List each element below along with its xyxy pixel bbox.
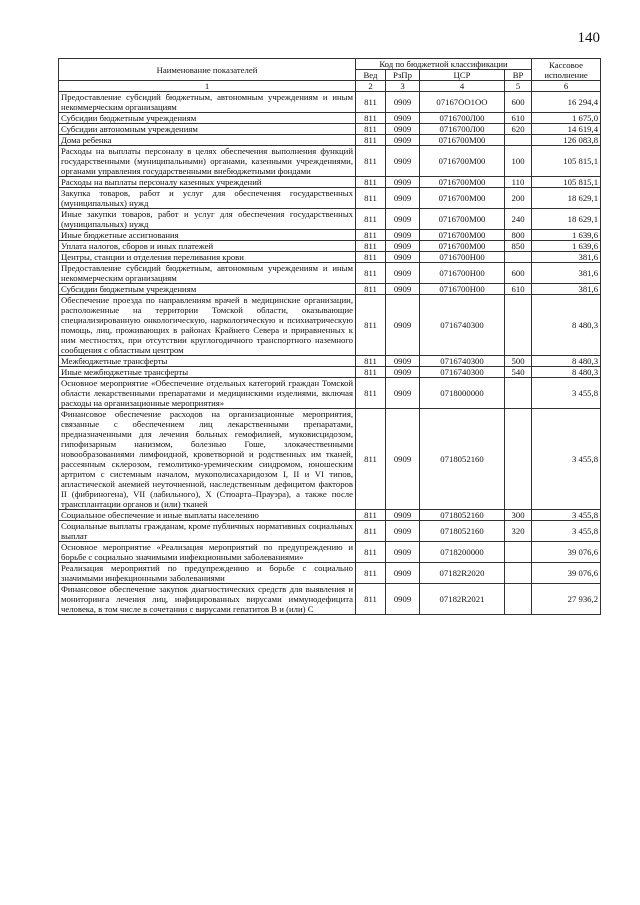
row-csr: 0716740300: [420, 367, 505, 378]
row-name: Иные бюджетные ассигнования: [59, 230, 356, 241]
row-rzpr: 0909: [386, 135, 420, 146]
row-amount: 381,6: [532, 284, 601, 295]
row-name: Социальные выплаты гражданам, кроме публичных нормативных социальных выплат: [59, 521, 356, 542]
row-vr: 800: [505, 230, 532, 241]
row-csr: 0718200000: [420, 542, 505, 563]
row-name: Межбюджетные трансферты: [59, 356, 356, 367]
row-amount: 1 639,6: [532, 230, 601, 241]
col-number: 4: [420, 81, 505, 92]
row-ved: 811: [356, 209, 386, 230]
row-name: Расходы на выплаты персоналу в целях обеспечения выполнения функций государственными (муниципальными) органами, казенными учреждениями, органами управления государственными внебюджетными фондами: [59, 146, 356, 177]
row-rzpr: 0909: [386, 113, 420, 124]
row-csr: 07182R2020: [420, 563, 505, 584]
row-ved: 811: [356, 284, 386, 295]
row-csr: 07167ОО1ОО: [420, 92, 505, 113]
row-name: Расходы на выплаты персоналу казенных учреждений: [59, 177, 356, 188]
row-ved: 811: [356, 378, 386, 409]
row-rzpr: 0909: [386, 542, 420, 563]
header-vr: ВР: [505, 70, 532, 81]
row-amount: 1 675,0: [532, 113, 601, 124]
row-amount: 39 076,6: [532, 542, 601, 563]
row-csr: 0716700Н00: [420, 263, 505, 284]
table-row: [59, 188, 601, 209]
row-csr: 0716700М00: [420, 209, 505, 230]
row-amount: 8 480,3: [532, 367, 601, 378]
row-vr: [505, 378, 532, 409]
row-rzpr: 0909: [386, 188, 420, 209]
row-name: Центры, станции и отделения переливания крови: [59, 252, 356, 263]
row-csr: 0718052160: [420, 409, 505, 510]
row-name: Субсидии автономным учреждениям: [59, 124, 356, 135]
row-amount: 3 455,8: [532, 378, 601, 409]
col-number: 3: [386, 81, 420, 92]
table-row: [59, 146, 601, 177]
row-csr: 0718052160: [420, 521, 505, 542]
row-ved: 811: [356, 241, 386, 252]
row-name: Реализация мероприятий по предупреждению и борьбе с социально значимыми инфекционными заболеваниями: [59, 563, 356, 584]
row-vr: 100: [505, 146, 532, 177]
table-row: [59, 563, 601, 584]
header-name: Наименование показателей: [59, 59, 356, 81]
row-csr: 0716700Н00: [420, 252, 505, 263]
table-row: [59, 241, 601, 252]
row-name: Предоставление субсидий бюджетным, автономным учреждениям и иным некоммерческим организациям: [59, 92, 356, 113]
table-row: [59, 378, 601, 409]
row-name: Основное мероприятие «Обеспечение отдельных категорий граждан Томской области лекарственными препаратами и медицинскими изделиями, включая расходы на организационные мероприятия»: [59, 378, 356, 409]
table-row: [59, 409, 601, 510]
row-ved: 811: [356, 563, 386, 584]
row-vr: 610: [505, 113, 532, 124]
row-name: Дома ребенка: [59, 135, 356, 146]
row-vr: 300: [505, 510, 532, 521]
row-name: Предоставление субсидий бюджетным, автономным учреждениям и иным некоммерческим организациям: [59, 263, 356, 284]
row-rzpr: 0909: [386, 510, 420, 521]
row-csr: 0716740300: [420, 295, 505, 356]
row-vr: 200: [505, 188, 532, 209]
col-number: 6: [532, 81, 601, 92]
row-name: Основное мероприятие «Реализация мероприятий по предупреждению и борьбе с социально значимыми инфекционными заболеваниями»: [59, 542, 356, 563]
row-csr: 0716700М00: [420, 177, 505, 188]
row-amount: 18 629,1: [532, 188, 601, 209]
row-rzpr: 0909: [386, 146, 420, 177]
row-vr: [505, 409, 532, 510]
row-rzpr: 0909: [386, 252, 420, 263]
table-row: [59, 263, 601, 284]
row-amount: 39 076,6: [532, 563, 601, 584]
table-header: [59, 59, 601, 92]
header-rzpr: РзПр: [386, 70, 420, 81]
row-amount: 3 455,8: [532, 521, 601, 542]
header-code-group: Код по бюджетной классификации: [356, 59, 532, 70]
row-rzpr: 0909: [386, 241, 420, 252]
table-row: [59, 252, 601, 263]
header-ved: Вед: [356, 70, 386, 81]
row-vr: 540: [505, 367, 532, 378]
row-ved: 811: [356, 409, 386, 510]
row-rzpr: 0909: [386, 521, 420, 542]
row-rzpr: 0909: [386, 230, 420, 241]
row-csr: 0716700Л00: [420, 124, 505, 135]
row-csr: 0716700М00: [420, 146, 505, 177]
row-amount: 381,6: [532, 263, 601, 284]
row-csr: 0716700Л00: [420, 113, 505, 124]
row-amount: 3 455,8: [532, 409, 601, 510]
row-vr: [505, 563, 532, 584]
row-rzpr: 0909: [386, 284, 420, 295]
row-name: Социальное обеспечение и иные выплаты населению: [59, 510, 356, 521]
row-rzpr: 0909: [386, 124, 420, 135]
row-vr: [505, 542, 532, 563]
table-row: [59, 284, 601, 295]
row-vr: 320: [505, 521, 532, 542]
row-vr: [505, 135, 532, 146]
table-row: [59, 92, 601, 113]
row-csr: 0718000000: [420, 378, 505, 409]
row-ved: 811: [356, 542, 386, 563]
row-ved: 811: [356, 263, 386, 284]
row-ved: 811: [356, 295, 386, 356]
row-csr: 0716740300: [420, 356, 505, 367]
page-number: 140: [577, 30, 600, 46]
row-rzpr: 0909: [386, 356, 420, 367]
row-rzpr: 0909: [386, 409, 420, 510]
row-amount: 105 815,1: [532, 177, 601, 188]
header-cash-line1: Кассовое: [549, 59, 583, 70]
row-rzpr: 0909: [386, 177, 420, 188]
row-amount: 8 480,3: [532, 295, 601, 356]
col-number: 5: [505, 81, 532, 92]
row-rzpr: 0909: [386, 209, 420, 230]
row-amount: 8 480,3: [532, 356, 601, 367]
row-name: Уплата налогов, сборов и иных платежей: [59, 241, 356, 252]
col-number: 1: [59, 81, 356, 92]
row-name: Субсидии бюджетным учреждениям: [59, 284, 356, 295]
row-name: Обеспечение проезда по направлениям врачей в медицинские организации, расположенные на территории Томской области, оказывающие специализированную онкологическую, наркологическую и психиатрическую помощь, лиц, проживающих в районах Крайнего Севера и приравненных к ним местностях, при отсутствии круглогодичного транспортного наземного сообщения с областным центром: [59, 295, 356, 356]
row-ved: 811: [356, 188, 386, 209]
table-row: [59, 124, 601, 135]
col-number: 2: [356, 81, 386, 92]
row-rzpr: 0909: [386, 367, 420, 378]
table-row: [59, 367, 601, 378]
header-csr: ЦСР: [420, 70, 505, 81]
row-csr: 0716700Н00: [420, 284, 505, 295]
table-row: [59, 542, 601, 563]
row-vr: 500: [505, 356, 532, 367]
row-vr: 600: [505, 263, 532, 284]
row-rzpr: 0909: [386, 563, 420, 584]
header-cash-line2: исполнение: [544, 69, 588, 80]
row-rzpr: 0909: [386, 378, 420, 409]
row-amount: 18 629,1: [532, 209, 601, 230]
table-row: [59, 584, 601, 615]
row-rzpr: 0909: [386, 295, 420, 356]
row-name: Финансовое обеспечение закупок диагностических средств для выявления и мониторинга лечения лиц, инфицированных вирусами иммунодефицита человека, в том числе в сочетании с вирусами гепатитов В и (или) С: [59, 584, 356, 615]
row-ved: 811: [356, 177, 386, 188]
row-ved: 811: [356, 510, 386, 521]
row-vr: 240: [505, 209, 532, 230]
row-name: Закупка товаров, работ и услуг для обеспечения государственных (муниципальных) нужд: [59, 188, 356, 209]
row-ved: 811: [356, 113, 386, 124]
table-row: [59, 510, 601, 521]
row-amount: 126 083,8: [532, 135, 601, 146]
row-amount: 1 639,6: [532, 241, 601, 252]
row-amount: 381,6: [532, 252, 601, 263]
table-row: [59, 135, 601, 146]
row-amount: 3 455,8: [532, 510, 601, 521]
row-rzpr: 0909: [386, 92, 420, 113]
row-vr: [505, 295, 532, 356]
row-name: Иные закупки товаров, работ и услуг для обеспечения государственных (муниципальных) нужд: [59, 209, 356, 230]
row-ved: 811: [356, 252, 386, 263]
row-ved: 811: [356, 521, 386, 542]
row-name: Субсидии бюджетным учреждениям: [59, 113, 356, 124]
row-vr: [505, 584, 532, 615]
table-row: [59, 295, 601, 356]
table-row: [59, 209, 601, 230]
row-ved: 811: [356, 146, 386, 177]
row-ved: 811: [356, 135, 386, 146]
budget-table: [58, 58, 601, 615]
row-csr: 0716700М00: [420, 188, 505, 209]
row-ved: 811: [356, 230, 386, 241]
table-row: [59, 113, 601, 124]
row-ved: 811: [356, 584, 386, 615]
row-vr: 850: [505, 241, 532, 252]
row-ved: 811: [356, 124, 386, 135]
row-name: Финансовое обеспечение расходов на организационные мероприятия, связанные с обеспечением лиц лекарственными препаратами, предназначенными для лечения больных гемофилией, муковисцидозом, гипофизарным нанизмом, болезнью Гоше, злокачественными новообразованиями лимфоидной, кроветворной и родственных им тканей, рассеянным склерозом, гемолитико-уремическим синдромом, юношеским артритом с системным началом, мукополисахаридозом I, II и VI типов, апластической анемией неуточненной, наследственным дефицитом факторов II (фибриногена), VII (лабильного), X (Стюарта–Прауэра), а также после трансплантации органов и (или) тканей: [59, 409, 356, 510]
table-body: [59, 92, 601, 615]
row-amount: 105 815,1: [532, 146, 601, 177]
row-rzpr: 0909: [386, 263, 420, 284]
row-amount: 14 619,4: [532, 124, 601, 135]
row-ved: 811: [356, 356, 386, 367]
row-csr: 0716700М00: [420, 135, 505, 146]
row-amount: 27 936,2: [532, 584, 601, 615]
table-row: [59, 230, 601, 241]
row-csr: 0718052160: [420, 510, 505, 521]
row-csr: 07182R2021: [420, 584, 505, 615]
row-amount: 16 294,4: [532, 92, 601, 113]
row-ved: 811: [356, 367, 386, 378]
row-ved: 811: [356, 92, 386, 113]
table-row: [59, 356, 601, 367]
table-row: [59, 177, 601, 188]
row-csr: 0716700М00: [420, 230, 505, 241]
row-vr: 600: [505, 92, 532, 113]
row-vr: 620: [505, 124, 532, 135]
row-rzpr: 0909: [386, 584, 420, 615]
header-cash-execution: [532, 59, 601, 81]
row-vr: [505, 252, 532, 263]
row-csr: 0716700М00: [420, 241, 505, 252]
row-vr: 610: [505, 284, 532, 295]
row-name: Иные межбюджетные трансферты: [59, 367, 356, 378]
row-vr: 110: [505, 177, 532, 188]
table-row: [59, 521, 601, 542]
